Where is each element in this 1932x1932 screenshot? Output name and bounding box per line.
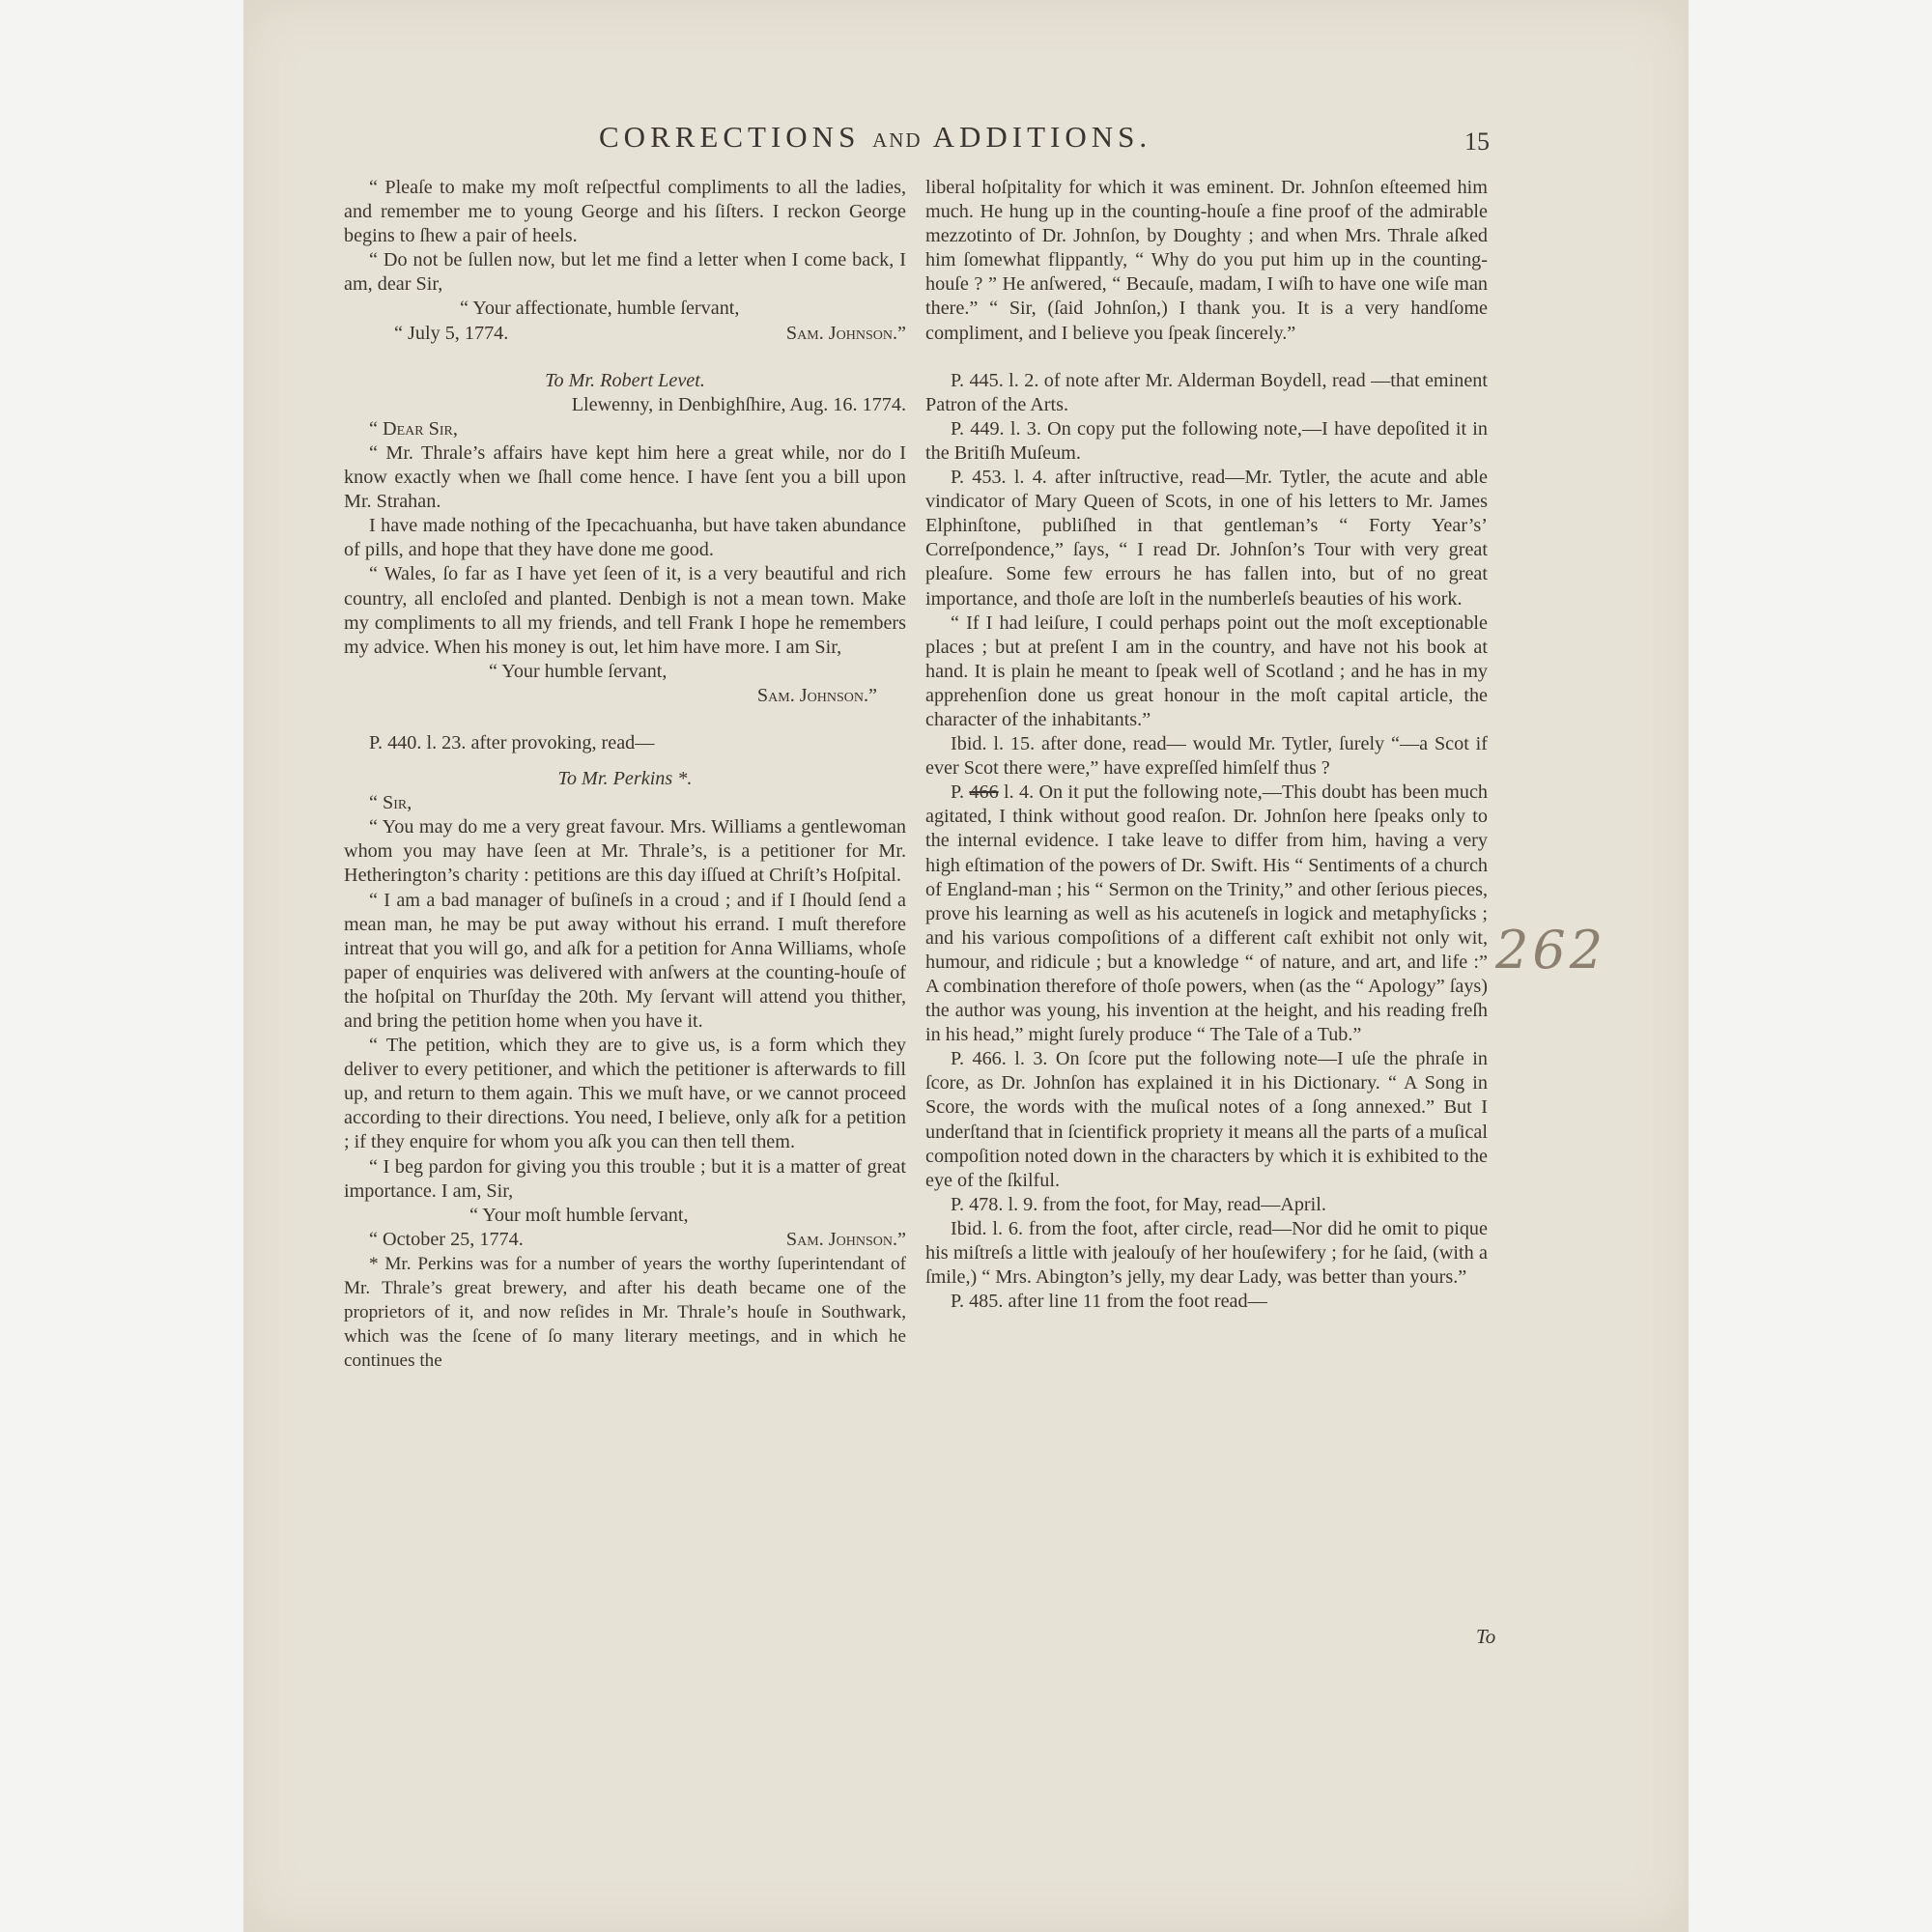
entry-text: l. 4. On it put the following note,—This doubt has been much agitated, I think without good reaſon. Dr. Johnſon here ſpeaks only to the internal evidence. I take leave to differ from him, having a very high eſtimation of the powers of Dr. Swift. His “ Sentiments of a church of England-man ; his “ Sermon on the Trinity,” and other ſerious pieces, prove his learning as well as his acuteneſs in logick and metaphyſicks ; and his various compoſitions of a different caſt exhibit not only wit, humour, and ridicule ; but a knowledge “ of nature, and art, and life :” A combination therefore of thoſe powers, when (as the “ Apology” ſays) the author was young, his invention at the height, and his reading freſh in his head,” might ſurely produce “ The Tale of a Tub.” xyxy=(925,781,1489,1046)
letter-closing: “ Your affectionate, humble ſervant, xyxy=(460,298,740,320)
letter-signature: Sam. Johnson.” xyxy=(785,1228,906,1250)
paragraph: “ I am a bad manager of buſineſs in a croud ; and if I ſhould ſend a mean man, he may be put away without his errand. I muſt therefore intreat that you will go, and aſk for a petition for Anna Williams, whoſe paper of enquiries was delivered with anſwers at the counting-houſe of the hoſpital on Thurſday the 20th. My ſervant will attend you thither, and bring the petition home when you have it. xyxy=(344,889,906,1032)
struck-page-number: 466 xyxy=(969,781,999,804)
handwritten-page-number: 262 xyxy=(1495,920,1607,980)
date-signature-line xyxy=(344,1228,906,1252)
correction-entry: P. 478. l. 9. from the foot, for May, read—April. xyxy=(951,1193,1326,1215)
letter-salutation: “ Dear Sir, xyxy=(369,417,458,440)
footnote: * Mr. Perkins was for a number of years the worthy ſuperintendant of Mr. Thrale’s great brewery, and after his death became one of the proprietors of it, and now reſides in Mr. Thrale’s houſe in Southwark, which was the ſcene of ſo many literary meetings, and in which he continues the xyxy=(344,1253,906,1372)
correction-entry: Ibid. l. 15. after done, read— would Mr. Tytler, ſurely “—a Scot if ever Scot there were,” have expreſſed himſelf thus ? xyxy=(925,733,1488,780)
running-head-title-b: ADDITIONS. xyxy=(932,120,1152,154)
paragraph: “ Wales, ſo far as I have yet ſeen of it, is a very beautiful and rich country, all encloſed and planted. Denbigh is not a mean town. Make my compliments to all my friends, and tell Frank I hope he remembers my advice. When his money is out, let him have more. I am Sir, xyxy=(344,563,906,658)
letter-heading: To Mr. Perkins *. xyxy=(557,768,693,790)
date-signature-line xyxy=(344,322,906,346)
letter-signature: Sam. Johnson.” xyxy=(756,684,877,706)
correction-entry: Ibid. l. 6. from the foot, after circle, read—Nor did he omit to pique his miſtreſs a little with jealouſy of her houſewifery ; for he ſaid, (with a ſmile,) “ Mrs. Abington’s jelly, my dear Lady, was better than yours.” xyxy=(925,1217,1488,1289)
running-head xyxy=(599,120,1151,155)
letter-date: “ July 5, 1774. xyxy=(394,322,509,344)
paragraph: “ Mr. Thrale’s affairs have kept him here a great while, nor do I know exactly when we ſhall come hence. I have ſent you a bill upon Mr. Strahan. xyxy=(344,441,906,513)
correction-entry xyxy=(925,781,1488,1047)
letter-place-date: Llewenny, in Denbighſhire, Aug. 16. 1774. xyxy=(571,393,906,415)
paragraph: liberal hoſpitality for which it was eminent. Dr. Johnſon eſteemed him much. He hung up in the counting-houſe a fine proof of the admirable mezzotinto of Dr. Johnſon, by Doughty ; and when Mrs. Thrale aſked him ſomewhat flippantly, “ Why do you put him up in the counting-houſe ? ” He anſwered, “ Becauſe, madam, I wiſh to have one wiſe man there.” “ Sir, (ſaid Johnſon,) I thank you. It is a very handſome compliment, and I believe you ſpeak ſincerely.” xyxy=(925,177,1488,344)
letter-salutation: “ Sir, xyxy=(369,792,412,814)
paragraph: “ Do not be ſullen now, but let me find a letter when I come back, I am, dear Sir, xyxy=(344,249,906,296)
catchword: To xyxy=(1476,1625,1496,1648)
running-head-and: AND xyxy=(872,128,923,152)
paragraph: I have made nothing of the Ipecachuanha, but have taken abundance of pills, and hope that they have done me good. xyxy=(344,515,906,561)
running-head-title-a: CORRECTIONS xyxy=(599,120,861,154)
correction-entry: P. 466. l. 3. On ſcore put the following note—I uſe the phraſe in ſcore, as Dr. Johnſon has explained it in his Dictionary. “ A Song in Score, the words with the muſical notes of a ſong annexed.” But I underſtand that in ſcientifick propriety it means all the parts of a muſical compoſition noted down in the characters by which it is exhibited to the eye of the ſkilful. xyxy=(925,1048,1488,1191)
page-number: 15 xyxy=(1464,128,1490,156)
left-column xyxy=(344,176,906,1373)
correction-entry: P. 449. l. 3. On copy put the following note,—I have depoſited it in the Britiſh Muſeum. xyxy=(925,417,1488,464)
correction-entry: P. 453. l. 4. after inſtructive, read—Mr. Tytler, the acute and able vindicator of Mary Queen of Scots, in one of his letters to Mr. James Elphinſtone, publiſhed in that gentleman’s “ Forty Year’s’ Correſpondence,” ſays, “ I read Dr. Johnſon’s Tour with very great pleaſure. Some few errours he has fallen into, but of no great importance, and thoſe are loſt in the numberleſs beauties of his work. xyxy=(925,467,1488,610)
entry-prefix: P. xyxy=(951,781,965,804)
right-column xyxy=(925,176,1488,1314)
letter-heading: To Mr. Robert Levet. xyxy=(545,369,705,391)
letter-closing: “ Your humble ſervant, xyxy=(489,660,668,682)
correction-entry: P. 485. after line 11 from the foot read— xyxy=(951,1291,1267,1313)
correction-entry: P. 445. l. 2. of note after Mr. Alderman Boydell, read —that eminent Patron of the Arts. xyxy=(925,369,1488,415)
paragraph: “ Pleaſe to make my moſt reſpectful compliments to all the ladies, and remember me to young George and his ſiſters. I reckon George begins to ſhew a pair of heels. xyxy=(344,177,906,247)
paragraph: “ The petition, which they are to give us, is a form which they deliver to every petitioner, and which the petitioner is afterwards to fill up, and return to them again. This we muſt have, or we cannot proceed according to their directions. You need, I believe, only aſk for a petition ; if they enquire for whom you aſk you can then tell them. xyxy=(344,1035,906,1153)
letter-closing: “ Your moſt humble ſervant, xyxy=(469,1204,689,1226)
correction-entry: P. 440. l. 23. after provoking, read— xyxy=(369,731,655,753)
paragraph: “ If I had leiſure, I could perhaps point out the moſt exceptionable places ; but at preſent I am in the country, and have not his book at hand. It is plain he meant to ſpeak well of Scotland ; and he has in my apprehenſion done us great honour in the moſt capital article, the character of the inhabitants.” xyxy=(925,611,1488,730)
paragraph: “ You may do me a very great favour. Mrs. Williams a gentlewoman whom you may have ſeen at Mr. Thrale’s, is a petitioner for Mr. Hetherington’s charity : petitions are this day iſſued at Chriſt’s Hoſpital. xyxy=(344,816,906,887)
letter-date: “ October 25, 1774. xyxy=(369,1228,524,1250)
letter-signature: Sam. Johnson.” xyxy=(785,322,906,344)
paragraph: “ I beg pardon for giving you this trouble ; but it is a matter of great importance. I am, Sir, xyxy=(344,1155,906,1202)
